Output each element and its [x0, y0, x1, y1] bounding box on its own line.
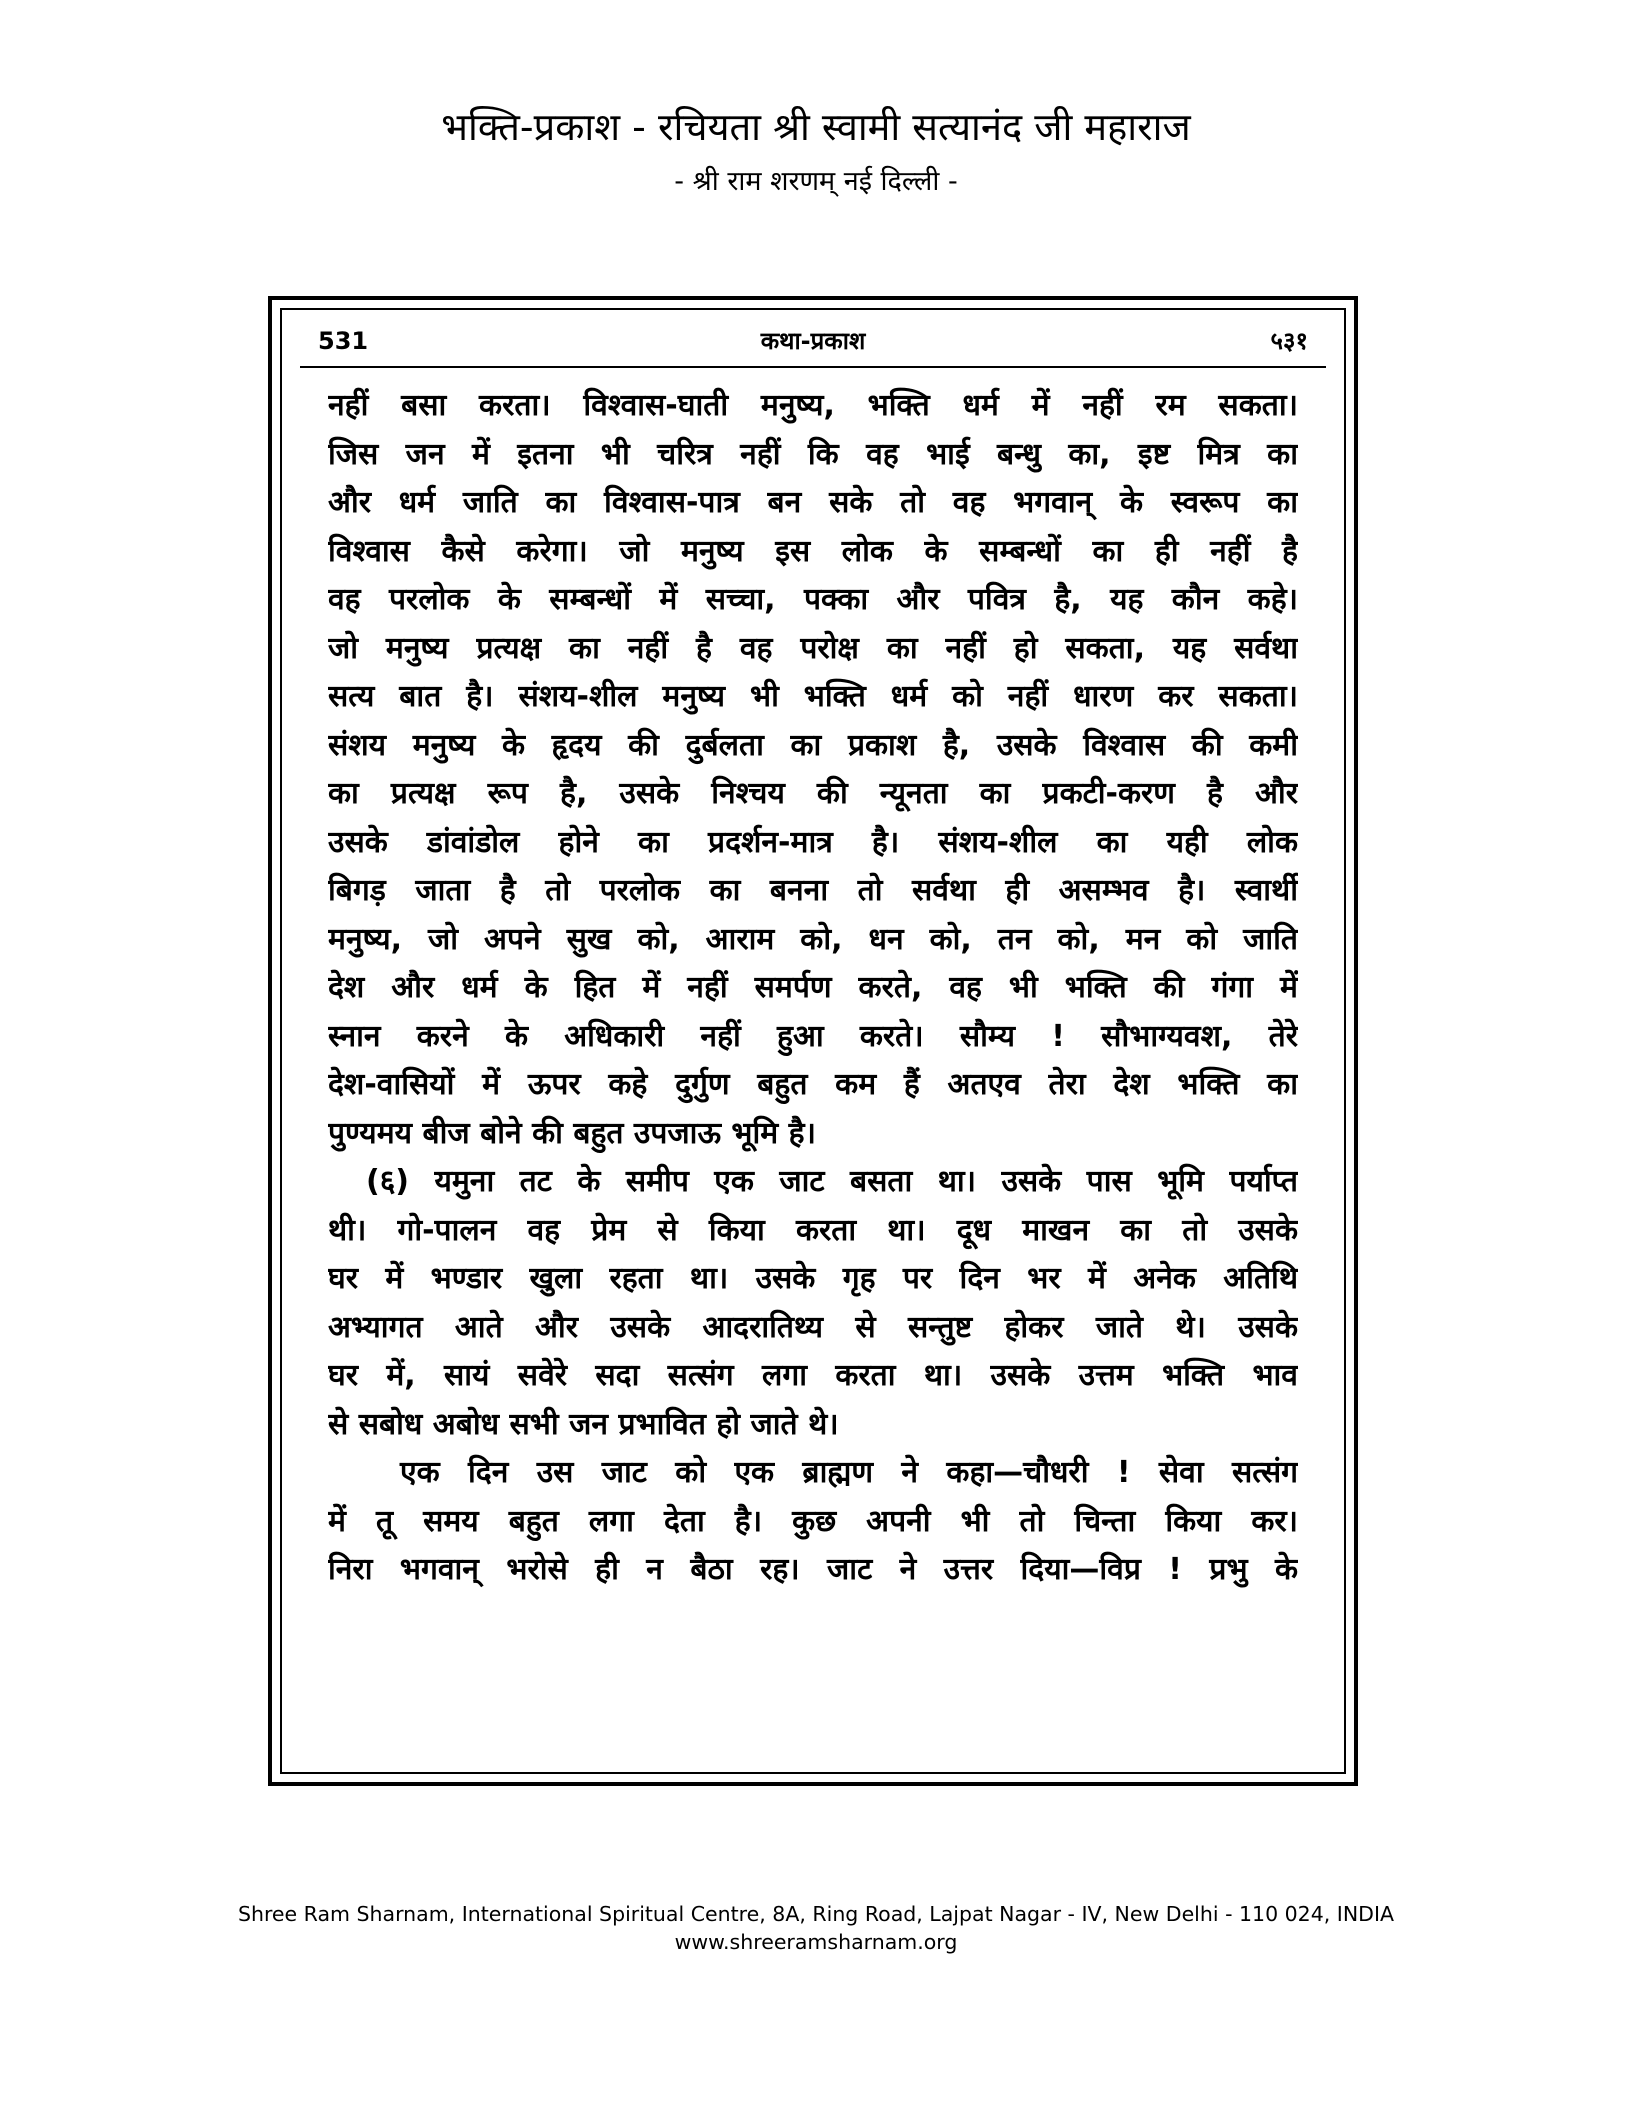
header-divider: [300, 366, 1326, 368]
footer-address: Shree Ram Sharnam, International Spiritual Centre, 8A, Ring Road, Lajpat Nagar - IV, New Delhi - 110 024, INDIA: [237, 1902, 1395, 1926]
page-number-arabic: 531: [318, 327, 369, 355]
text-line: उसके डांवांडोल होने का प्रदर्शन-मात्र है। संशय-शील का यही लोक: [328, 824, 1298, 860]
text-line: घर में भण्डार खुला रहता था। उसके गृह पर दिन भर में अनेक अतिथि: [328, 1261, 1298, 1296]
text-line: देश-वासियों में ऊपर कहे दुर्गुण बहुत कम हैं अतएव तेरा देश भक्ति का: [328, 1067, 1298, 1102]
book-title: भक्ति-प्रकाश - रचियता श्री स्वामी सत्यानंद जी महाराज: [441, 105, 1191, 149]
text-line: वह परलोक के सम्बन्धों में सच्चा, पक्का और पवित्र है, यह कौन कहे।: [328, 582, 1298, 617]
page-frame-inner: [280, 308, 1346, 1774]
footer-website: www.shreeramsharnam.org: [674, 1930, 958, 1954]
text-line: नहीं बसा करता। विश्वास-घाती मनुष्य, भक्ति धर्म में नहीं रम सकता।: [328, 388, 1298, 423]
text-line: बिगड़ जाता है तो परलोक का बनना तो सर्वथा ही असम्भव है। स्वार्थी: [328, 873, 1298, 908]
text-line: निरा भगवान् भरोसे ही न बैठा रह। जाट ने उत्तर दिया—विप्र ! प्रभु के: [328, 1552, 1298, 1587]
text-line: स्नान करने के अधिकारी नहीं हुआ करते। सौम्य ! सौभाग्यवश, तेरे: [328, 1018, 1298, 1054]
page-number-devanagari: ५३१: [1270, 327, 1308, 355]
text-line: जिस जन में इतना भी चरित्र नहीं कि वह भाई बन्धु का, इष्ट मित्र का: [328, 436, 1298, 472]
text-line: और धर्म जाति का विश्वास-पात्र बन सके तो वह भगवान् के स्वरूप का: [328, 485, 1298, 520]
section-title: कथा-प्रकाश: [760, 327, 866, 355]
text-line: से सबोध अबोध सभी जन प्रभावित हो जाते थे।: [328, 1406, 839, 1442]
text-line: देश और धर्म के हित में नहीं समर्पण करते, वह भी भक्ति की गंगा में: [328, 970, 1298, 1005]
paragraph-start-line: (६) यमुना तट के समीप एक जाट बसता था। उसके पास भूमि पर्याप्त: [366, 1164, 1298, 1199]
page-running-head: [300, 320, 1326, 362]
document-header: [0, 100, 1632, 202]
text-line: अभ्यागत आते और उसके आदरातिथ्य से सन्तुष्ट होकर जाते थे। उसके: [328, 1309, 1298, 1345]
text-line: जो मनुष्य प्रत्यक्ष का नहीं है वह परोक्ष का नहीं हो सकता, यह सर्वथा: [328, 630, 1298, 666]
text-line: मनुष्य, जो अपने सुख को, आराम को, धन को, तन को, मन को जाति: [328, 921, 1298, 957]
page-frame: [268, 296, 1358, 1786]
publisher-line: - श्री राम शरणम् नई दिल्ली -: [674, 166, 958, 197]
text-line: पुण्यमय बीज बोने की बहुत उपजाऊ भूमि है।: [328, 1115, 816, 1151]
text-line: विश्वास कैसे करेगा। जो मनुष्य इस लोक के सम्बन्धों का ही नहीं है: [328, 533, 1298, 569]
text-line: सत्य बात है। संशय-शील मनुष्य भी भक्ति धर्म को नहीं धारण कर सकता।: [328, 679, 1298, 714]
text-line: थी। गो-पालन वह प्रेम से किया करता था। दूध माखन का तो उसके: [328, 1212, 1298, 1248]
text-line: में तू समय बहुत लगा देता है। कुछ अपनी भी तो चिन्ता किया कर।: [328, 1503, 1298, 1539]
document-footer: [0, 1900, 1632, 1956]
paragraph-start-line: एक दिन उस जाट को एक ब्राह्मण ने कहा—चौधरी ! सेवा सत्संग: [400, 1455, 1298, 1490]
text-line: का प्रत्यक्ष रूप है, उसके निश्चय की न्यूनता का प्रकटी-करण है और: [328, 776, 1298, 811]
text-line: संशय मनुष्य के हृदय की दुर्बलता का प्रकाश है, उसके विश्वास की कमी: [328, 727, 1298, 763]
text-line: घर में, सायं सवेरे सदा सत्संग लगा करता था। उसके उत्तम भक्ति भाव: [328, 1358, 1298, 1393]
body-text: [328, 382, 1298, 1595]
